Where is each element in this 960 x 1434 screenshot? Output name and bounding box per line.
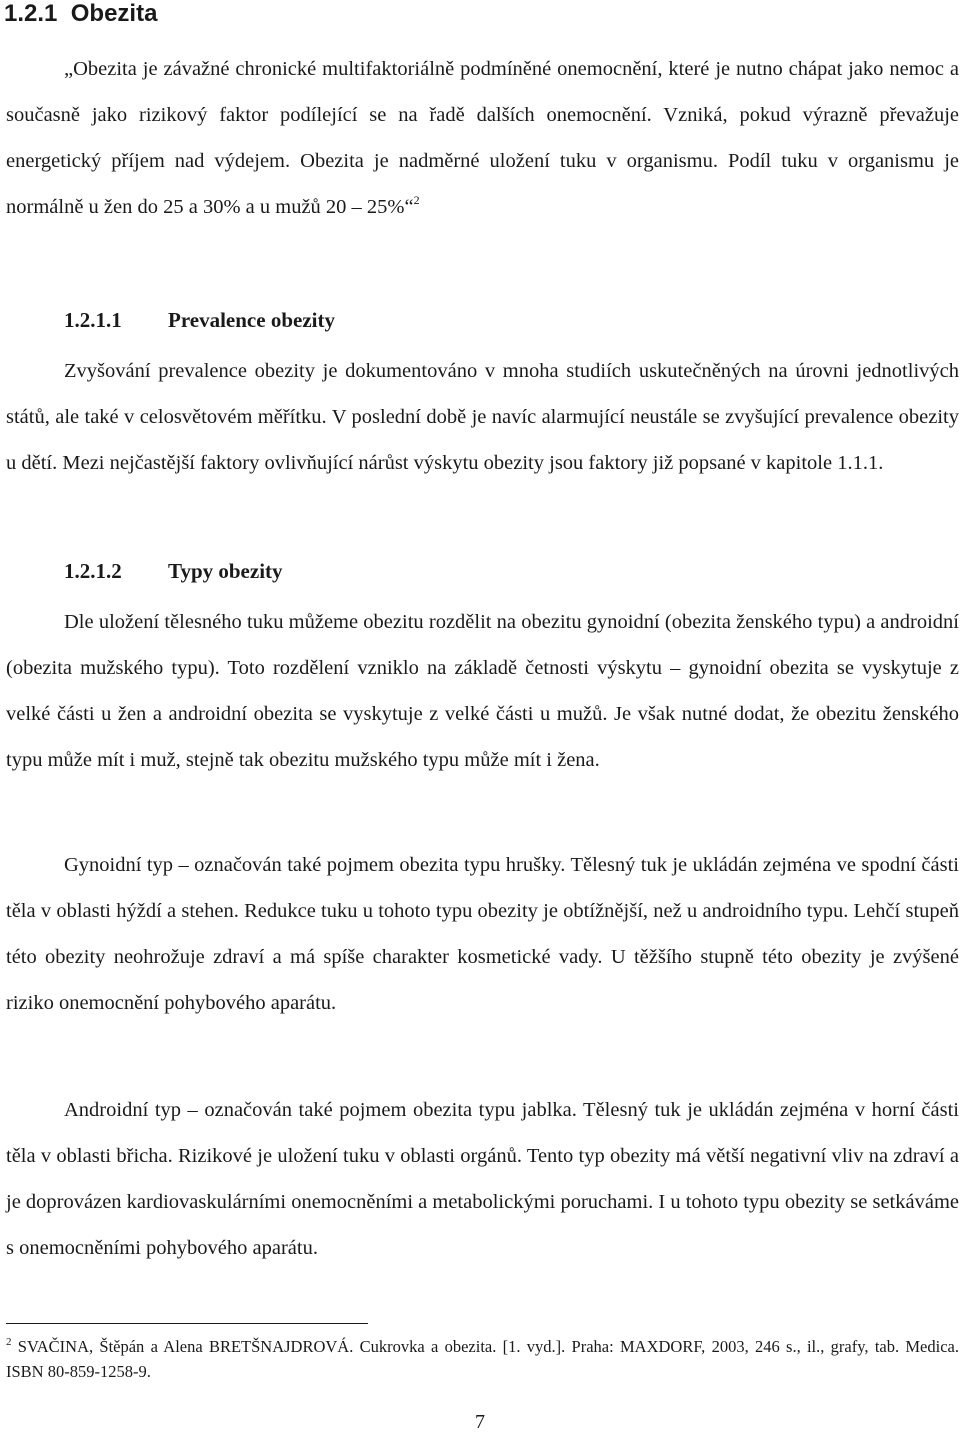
section-number: 1.2.1 — [4, 0, 58, 27]
footnote-marker: 2 — [6, 1336, 12, 1348]
android-paragraph: Androidní typ – označován také pojmem obezita typu jablka. Tělesný tuk je ukládán zejména v horní části těla v oblasti břicha. Rizikové je uložení tuku v oblasti orgánů. Tento typ obezity má větší negativní vliv na zdraví a je doprovázen kardiovaskulárními onemocněními a metabolickými poruchami. I u tohoto typu obezity se setkáváme s onemocněními pohybového aparátu. — [6, 1099, 959, 1259]
footnote-separator — [6, 1323, 368, 1324]
subsection-number: 1.2.1.1 — [64, 308, 122, 332]
subsection-title: Typy obezity — [168, 559, 283, 583]
types-paragraph: Dle uložení tělesného tuku můžeme obezitu rozdělit na obezitu gynoidní (obezita ženského typu) a androidní (obezita mužského typu). Toto rozdělení vzniklo na základě četnosti výskytu – gynoidní obezita se vyskytuje z velké části u žen a androidní obezita se vyskytuje z velké části u mužů. Je však nutné dodat, že obezitu ženského typu může mít i muž, stejně tak obezitu mužského typu může mít i žena. — [6, 611, 959, 771]
footnote — [6, 1334, 959, 1384]
footnote-text: SVAČINA, Štěpán a Alena BRETŠNAJDROVÁ. Cukrovka a obezita. [1. vyd.]. Praha: MAXDORF, 2003, 246 s., il., grafy, tab. Medica. ISBN 80-859-1258-9. — [6, 1337, 959, 1381]
page-number: 7 — [475, 1411, 485, 1433]
subsection-title: Prevalence obezity — [168, 308, 335, 332]
subsection-heading-prevalence — [64, 307, 335, 333]
gynoid-paragraph: Gynoidní typ – označován také pojmem obezita typu hrušky. Tělesný tuk je ukládán zejména ve spodní části těla v oblasti hýždí a stehen. Redukce tuku u tohoto typu obezity je obtížnější, než u androidního typu. Lehčí stupeň této obezity neohrožuje zdraví a má spíše charakter kosmetické vady. U těžšího stupně této obezity je zvýšené riziko onemocnění pohybového aparátu. — [6, 854, 959, 1014]
prevalence-paragraph: Zvyšování prevalence obezity je dokumentováno v mnoha studiích uskutečněných na úrovni jednotlivých států, ale také v celosvětovém měřítku. V poslední době je navíc alarmující neustále se zvyšující prevalence obezity u dětí. Mezi nejčastější faktory ovlivňující nárůst výskytu obezity jsou faktory již popsané v kapitole 1.1.1. — [6, 360, 959, 474]
subsection-heading-types — [64, 558, 283, 584]
section-title: Obezita — [70, 0, 158, 27]
section-paragraph — [6, 46, 959, 230]
section-heading — [4, 0, 157, 28]
subsection-number: 1.2.1.2 — [64, 559, 122, 583]
footnote-reference[interactable]: 2 — [413, 193, 420, 207]
quote-text: „Obezita je závažné chronické multifaktoriálně podmíněné onemocnění, které je nutno chápat jako nemoc a současně jako rizikový faktor podílející se na řadě dalších onemocnění. Vzniká, pokud výrazně převažuje energetický příjem nad výdejem. Obezita je nadměrné uložení tuku v organismu. Podíl tuku v organismu je normálně u žen do 25 a 30% a u mužů 20 – 25%“ — [6, 58, 959, 218]
